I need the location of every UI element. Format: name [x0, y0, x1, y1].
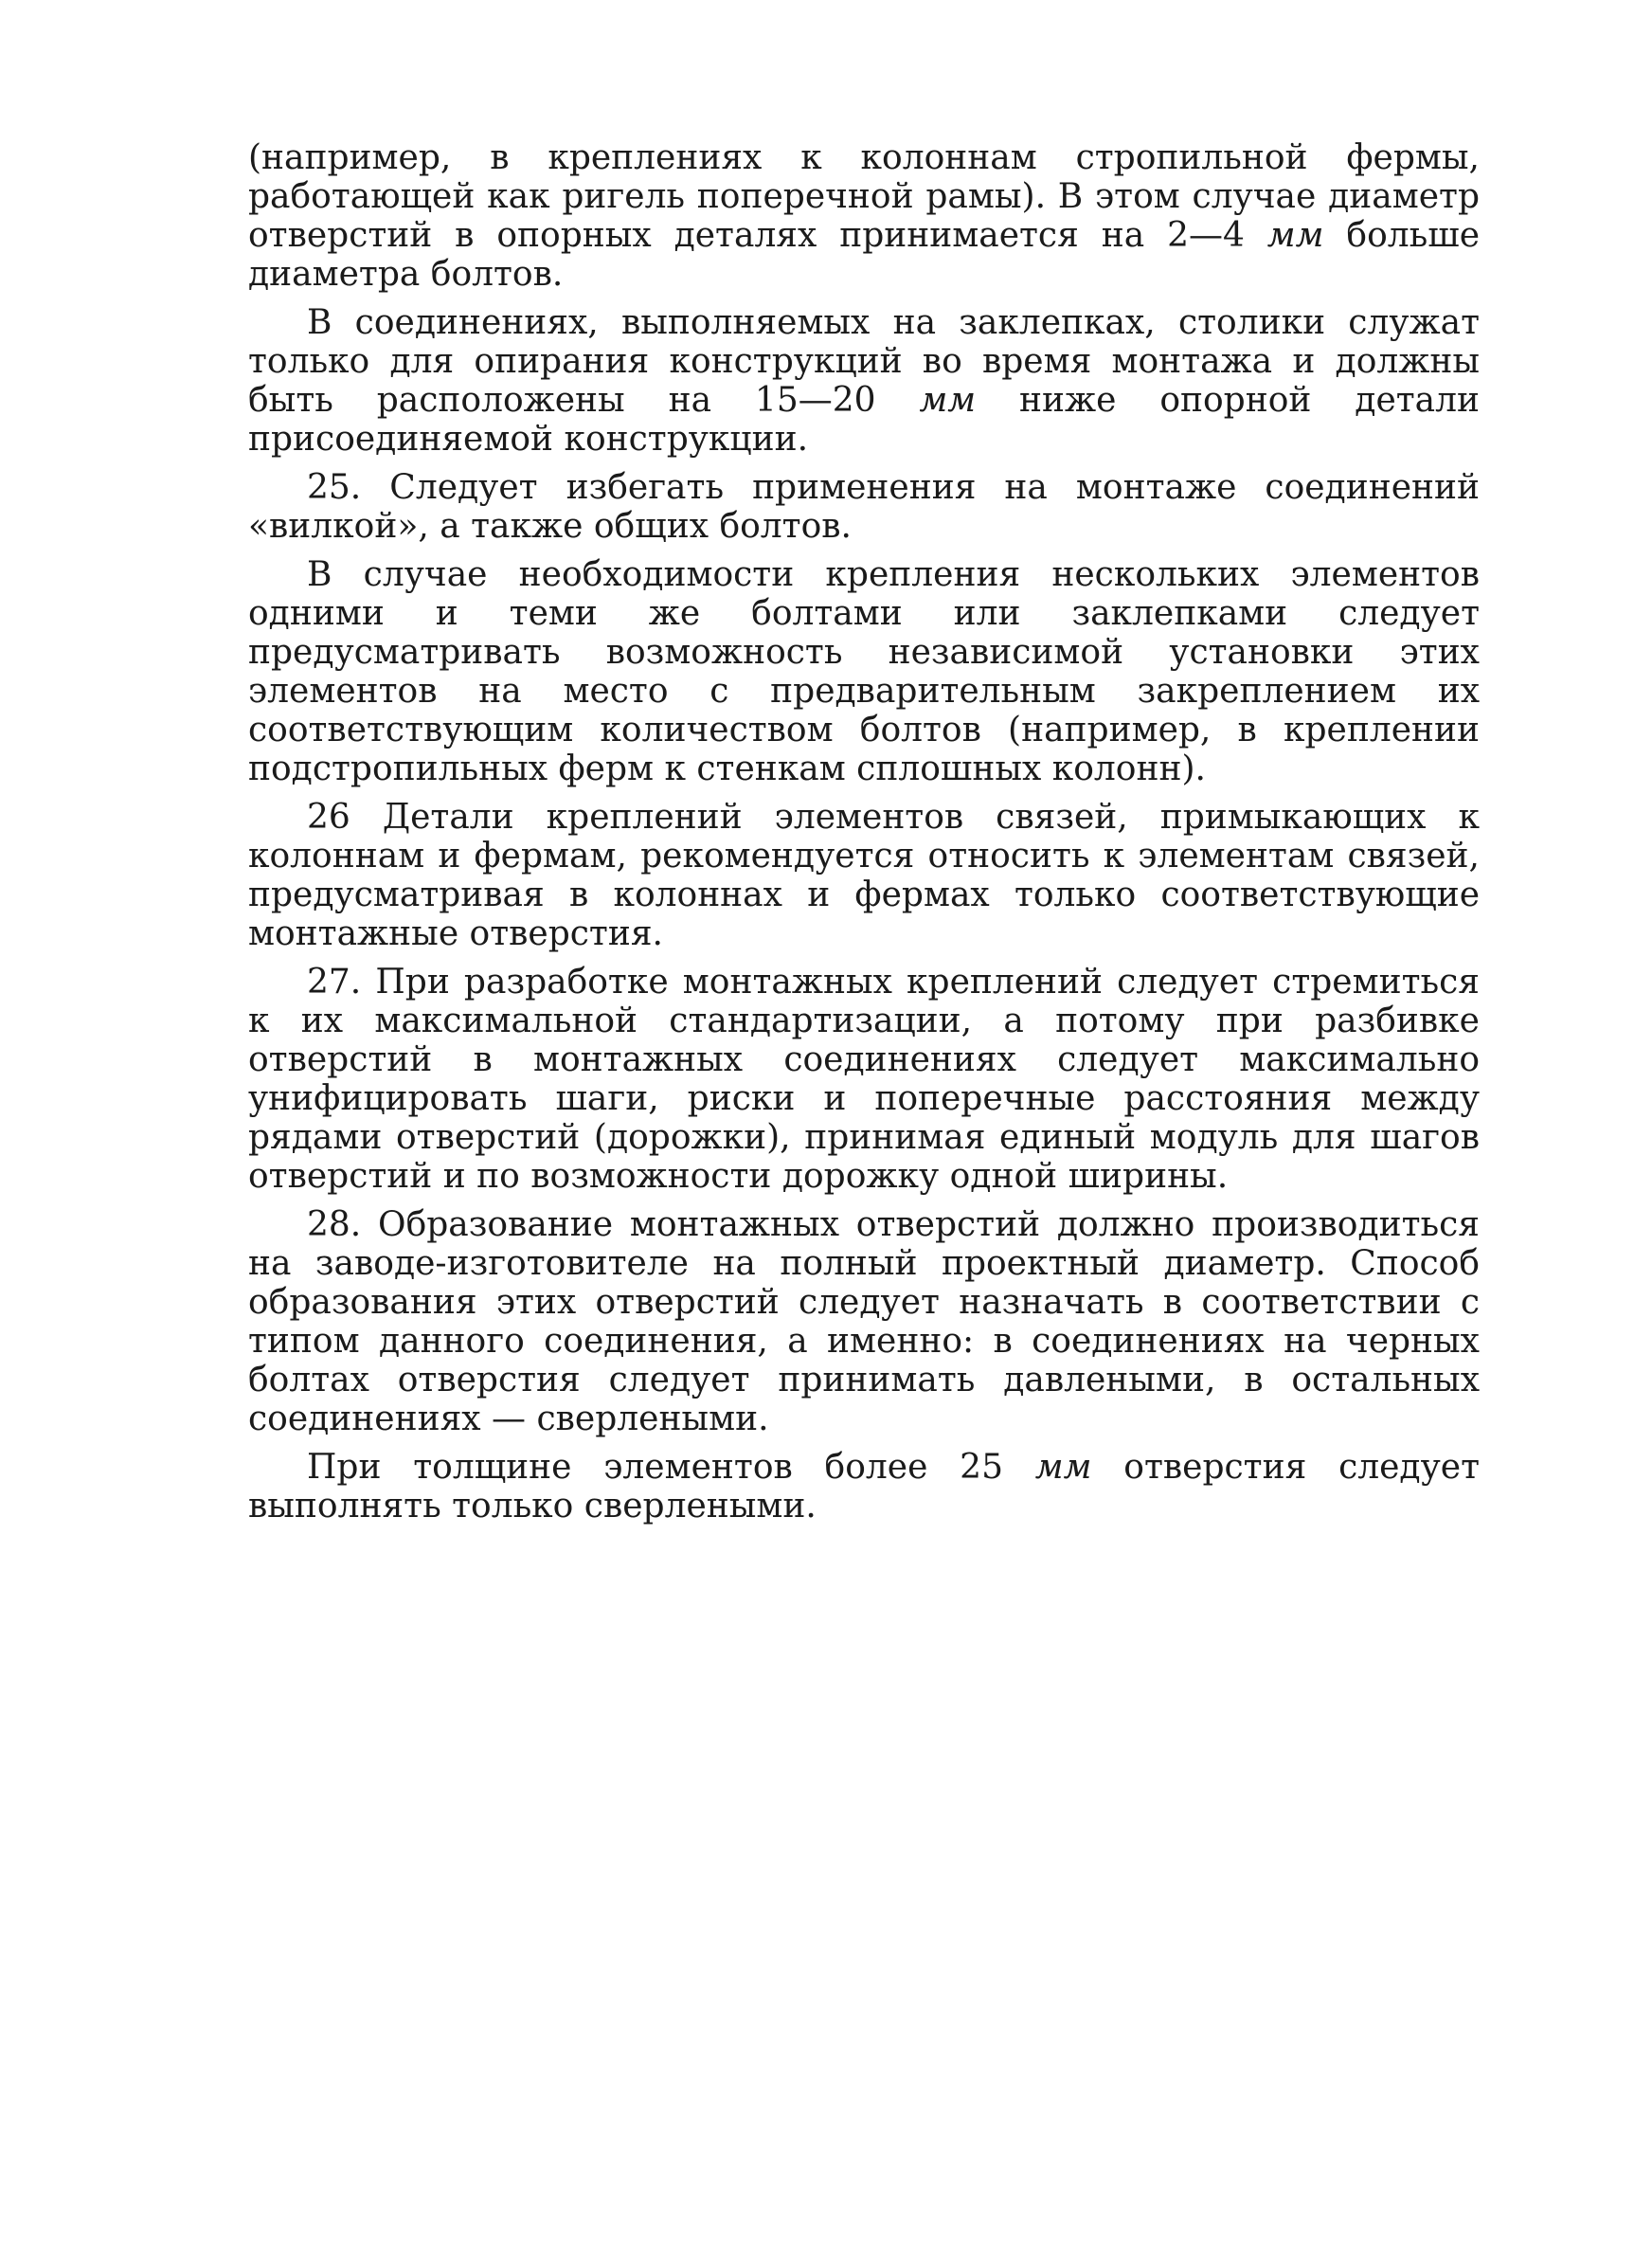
paragraph-item-26	[248, 798, 1480, 953]
unit-mm: мм	[1266, 216, 1324, 255]
paragraph-text: 27. При разработке монтажных креплений следует стремиться к их максимальной стандартизации, а потому при разбивке отверстий в монтажных соединениях следует максимально унифицировать шаги, риски и поперечные расстояния между рядами отверстий (дорожки), принимая единый модуль для шагов отверстий и по возможности дорожку одной ширины.	[248, 963, 1480, 1196]
document-body	[248, 138, 1480, 1535]
paragraph-text: В случае необходимости крепления нескольких элементов одними и теми же болтами или заклепками следует предусматривать возможность независимой установки этих элементов на место с предварительным закреплением их соответствующим количеством болтов (например, в креплении подстропильных ферм к стенкам сплошных колонн).	[248, 555, 1480, 788]
paragraph-text: (например, в креплениях к колоннам стропильной фермы, работающей как ригель поперечной рамы). В этом случае диаметр отверстий в опорных деталях принимается на 2—4	[248, 138, 1480, 255]
paragraph-riveted-seats	[248, 303, 1480, 459]
paragraph-text: В соединениях, выполняемых на заклепках, столики служат только для опирания конструкций во время монтажа и должны быть расположены на 15—20	[248, 303, 1480, 420]
paragraph-item-27	[248, 963, 1480, 1196]
paragraph-text: 28. Образование монтажных отверстий должно производиться на заводе-изготовителе на полный проектный диаметр. Способ образования этих отверстий следует назначать в соответствии с типом данного соединения, а именно: в соединениях на черных болтах отверстия следует принимать давлеными, в остальных соединениях — сверлеными.	[248, 1205, 1480, 1438]
paragraph-thickness	[248, 1448, 1480, 1526]
paragraph-text: 26 Детали креплений элементов связей, примыкающих к колоннам и фермам, рекомендуется относить к элементам связей, предусматривая в колоннах и фермах только соответствующие монтажные отверстия.	[248, 798, 1480, 953]
paragraph-continuation	[248, 138, 1480, 294]
unit-mm: мм	[919, 381, 977, 420]
paragraph-text: отверстия следует выполнять только сверлеными.	[248, 1448, 1480, 1526]
paragraph-item-25	[248, 468, 1480, 546]
paragraph-text: ниже опорной детали присоединяемой конструкции.	[248, 381, 1480, 459]
paragraph-text: больше диаметра болтов.	[248, 216, 1480, 294]
unit-mm: мм	[1034, 1448, 1092, 1487]
paragraph-text: При толщине элементов более 25	[307, 1448, 1035, 1487]
paragraph-item-28	[248, 1205, 1480, 1438]
paragraph-multiple-elements	[248, 555, 1480, 788]
paragraph-text: 25. Следует избегать применения на монтаже соединений «вилкой», а также общих болтов.	[248, 468, 1480, 546]
